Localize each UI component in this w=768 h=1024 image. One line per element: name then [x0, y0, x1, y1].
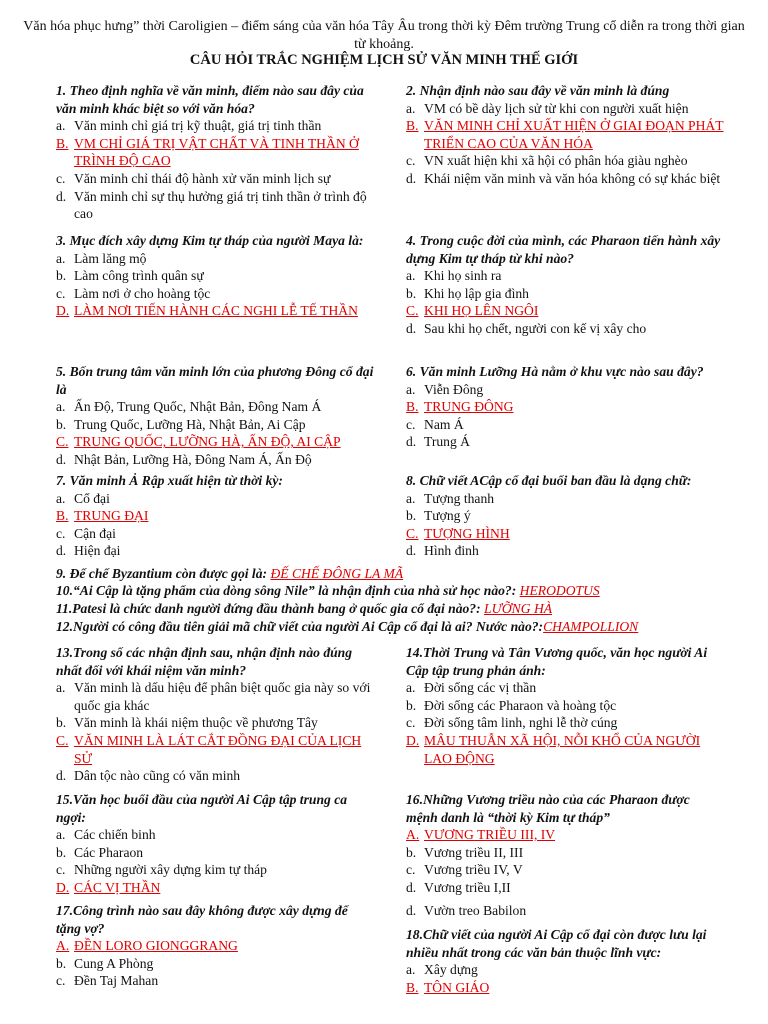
option-c-answer: C. VĂN MINH LÀ LÁT CẮT ĐỒNG ĐẠI CỦA LỊCH SỬ — [56, 732, 362, 766]
option-b: b. Vương triều II, III — [406, 844, 524, 860]
option-key: B. — [406, 979, 419, 995]
option-key: c. — [406, 416, 416, 432]
option-key: a. — [406, 100, 416, 116]
option-key: d. — [406, 902, 417, 918]
option-b: b. Các Pharaon — [56, 844, 144, 860]
option-key: d. — [406, 320, 417, 336]
option-key: a. — [56, 250, 66, 266]
option-d: d. Trung Á — [406, 434, 470, 450]
question-4-text: 4. Trong cuộc đời của mình, các Pharaon tiến hành xây dựng Kim tự tháp từ khi nào? — [406, 233, 721, 266]
question-13-text: 13.Trong số các nhận định sau, nhận định nào đúng nhất đối với khái niệm văn minh? — [56, 645, 353, 678]
option-key: B. — [406, 399, 419, 415]
option-c: c. Cận đại — [56, 525, 116, 541]
option-key: b. — [56, 844, 67, 860]
option-key: B. — [56, 135, 69, 151]
question-3 — [56, 232, 374, 320]
option-c: c. Làm nơi ở cho hoàng tộc — [56, 285, 211, 301]
option-key: c. — [56, 973, 66, 989]
question-11: 11.Patesi là chức danh người đứng đầu thành bang ở quốc gia cổ đại nào?: LƯỠNG HÀ — [56, 601, 553, 616]
answer-12: CHAMPOLLION — [543, 619, 639, 634]
answer-11: LƯỠNG HÀ — [484, 601, 553, 616]
option-key: c. — [406, 153, 416, 169]
answer-9: ĐẾ CHẾ ĐÔNG LA MÃ — [270, 566, 404, 581]
option-key: C. — [406, 303, 419, 319]
option-key: b. — [406, 844, 417, 860]
question-2-text: 2. Nhận định nào sau đây về văn minh là đúng — [406, 83, 670, 98]
option-c: c. Đời sống tâm linh, nghi lễ thờ cúng — [406, 715, 618, 731]
option-d-answer: D. CÁC VỊ THẦN — [56, 879, 161, 895]
option-key: b. — [56, 715, 67, 731]
question-15 — [56, 791, 374, 897]
option-d-answer: D. MÂU THUẪN XÃ HỘI, NỖI KHỔ CỦA NGƯỜI LAO ĐỘNG — [406, 732, 701, 766]
option-d: d. Văn minh chỉ sự thụ hưởng giá trị tinh thần ở trình độ cao — [56, 188, 367, 222]
option-b: b. Văn minh là khái niệm thuộc về phương Tây — [56, 715, 318, 731]
question-7 — [56, 472, 374, 560]
option-d: d. Khái niệm văn minh và văn hóa không có sự khác biệt — [406, 170, 721, 186]
option-key: c. — [406, 715, 416, 731]
question-13 — [56, 644, 374, 785]
option-key: d. — [56, 188, 67, 204]
question-3-text: 3. Mục đích xây dựng Kim tự tháp của người Maya là: — [56, 233, 364, 248]
option-d-answer: D. LÀM NƠI TIẾN HÀNH CÁC NGHI LỄ TẾ THẦN — [56, 303, 358, 319]
option-key: a. — [56, 490, 66, 506]
option-key: d. — [406, 434, 417, 450]
question-6-text: 6. Văn minh Lưỡng Hà nằm ở khu vực nào sau đây? — [406, 364, 704, 379]
option-key: C. — [56, 434, 69, 450]
question-15-text: 15.Văn học buổi đầu của người Ai Cập tập trung ca ngợi: — [56, 792, 348, 825]
option-d: d. Hiện đại — [56, 543, 121, 559]
option-key: b. — [406, 508, 417, 524]
option-key: b. — [56, 268, 67, 284]
question-17-text: 17.Công trình nào sau đây không được xây dựng để tặng vợ? — [56, 903, 348, 936]
option-a: a. Các chiến binh — [56, 827, 156, 843]
question-10: 10.“Ai Cập là tặng phẩm của dòng sông Nile” là nhận định của nhà sử học nào?: HERODOTUS — [56, 583, 600, 598]
option-key: c. — [56, 285, 66, 301]
question-18-text: 18.Chữ viết của người Ai Cập cổ đại còn được lưu lại nhiều nhất trong các văn bản thuộc lĩnh vực: — [406, 927, 707, 960]
option-key: A. — [56, 938, 70, 954]
option-key: B. — [406, 118, 419, 134]
question-14 — [406, 644, 724, 767]
option-key: a. — [56, 118, 66, 134]
option-key: d. — [56, 768, 67, 784]
question-9: 9. Đế chế Byzantium còn được gọi là: ĐẾ CHẾ ĐÔNG LA MÃ — [56, 566, 404, 581]
option-c-answer: C. TRUNG QUỐC, LƯỠNG HÀ, ẤN ĐỘ, AI CẬP — [56, 434, 341, 450]
option-key: d. — [56, 543, 67, 559]
option-a: a. Làm lăng mộ — [56, 250, 147, 266]
question-5 — [56, 363, 374, 469]
option-c: c. Vương triều IV, V — [406, 862, 523, 878]
option-d: d. Nhật Bản, Lưỡng Hà, Đông Nam Á, Ấn Độ — [56, 451, 312, 467]
option-c-answer: C. KHI HỌ LÊN NGÔI — [406, 303, 539, 319]
question-14-text: 14.Thời Trung và Tân Vương quốc, văn học người Ai Cập tập trung phản ánh: — [406, 645, 708, 678]
question-8 — [406, 472, 724, 560]
question-2 — [406, 82, 724, 188]
option-key: D. — [56, 879, 70, 895]
question-16-text: 16.Những Vương triều nào của các Pharaon được mệnh danh là “thời kỳ Kim tự tháp” — [406, 792, 690, 825]
option-a: a. Văn minh là dấu hiệu để phân biệt quốc gia này so với quốc gia khác — [56, 680, 371, 713]
option-key: a. — [406, 680, 416, 696]
option-key: d. — [56, 451, 67, 467]
question-7-text: 7. Văn minh Ả Rập xuất hiện từ thời kỳ: — [56, 473, 283, 488]
option-b: b. Làm công trình quân sự — [56, 268, 204, 284]
option-key: c. — [56, 862, 66, 878]
option-c: c. VN xuất hiện khi xã hội có phân hóa giàu nghèo — [406, 153, 688, 169]
question-18 — [406, 926, 724, 996]
option-d: d. Sau khi họ chết, người con kế vị xây cho — [406, 320, 647, 336]
option-key: d. — [406, 543, 417, 559]
option-a: a. Cổ đại — [56, 490, 110, 506]
page-title: CÂU HỎI TRẮC NGHIỆM LỊCH SỬ VĂN MINH THẾ GIỚI — [189, 52, 579, 68]
option-a: a. Văn minh chỉ giá trị kỹ thuật, giá trị tinh thần — [56, 118, 322, 134]
option-key: a. — [56, 827, 66, 843]
question-6 — [406, 363, 724, 451]
intro-text: Văn hóa phục hưng” thời Caroligien – điểm sáng của văn hóa Tây Âu trong thời kỳ Đêm trường Trung cổ diễn ra trong thời gian từ khoảng. — [23, 19, 745, 52]
question-1-text: 1. Theo định nghĩa về văn minh, điểm nào sau đây của văn minh khác biệt so với văn hóa? — [56, 83, 364, 116]
option-key: B. — [56, 508, 69, 524]
option-key: c. — [56, 525, 66, 541]
question-17 — [56, 902, 374, 990]
option-a: a. VM có bề dày lịch sử từ khi con người xuất hiện — [406, 100, 689, 116]
option-d: d. Vương triều I,II — [406, 879, 511, 895]
option-key: c. — [56, 170, 66, 186]
option-key: D. — [406, 732, 420, 748]
option-a-answer: A. ĐỀN LORO GIONGGRANG — [56, 938, 238, 954]
option-key: D. — [56, 303, 70, 319]
option-key: b. — [56, 955, 67, 971]
option-key: d. — [406, 879, 417, 895]
question-12: 12.Người có công đầu tiên giải mã chữ viết của người Ai Cập cổ đại là ai? Nước nào?:CHAMPOLLION — [56, 619, 639, 634]
option-key: b. — [406, 697, 417, 713]
option-a: a. Xây dựng — [406, 962, 478, 978]
option-key: A. — [406, 827, 420, 843]
option-d-extra: d. Vườn treo Babilon — [406, 902, 527, 918]
option-b: b. Trung Quốc, Lưỡng Hà, Nhật Bản, Ai Cập — [56, 416, 306, 432]
option-b-answer: B. VĂN MINH CHỈ XUẤT HIỆN Ở GIAI ĐOẠN PHÁT TRIỂN CAO CỦA VĂN HÓA — [406, 118, 724, 151]
option-b-answer: B. VM CHỈ GIÁ TRỊ VẬT CHẤT VÀ TINH THẦN Ở TRÌNH ĐỘ CAO — [56, 135, 359, 169]
option-a-answer: A. VƯƠNG TRIỀU III, IV — [406, 827, 556, 843]
option-b: b. Tượng ý — [406, 508, 471, 524]
option-c: c. Những người xây dựng kim tự tháp — [56, 862, 267, 878]
option-b: b. Khi họ lập gia đình — [406, 285, 529, 301]
option-a: a. Viễn Đông — [406, 381, 484, 397]
option-a: a. Tượng thanh — [406, 490, 495, 506]
option-b-answer: B. TRUNG ĐẠI — [56, 508, 149, 524]
option-key: a. — [406, 381, 416, 397]
option-c: c. Văn minh chỉ thái độ hành xử văn minh lịch sự — [56, 170, 331, 186]
option-b-answer: B. TRUNG ĐÔNG — [406, 399, 514, 415]
question-8-text: 8. Chữ viết ACập cổ đại buổi ban đầu là dạng chữ: — [406, 473, 692, 488]
option-a: a. Ấn Độ, Trung Quốc, Nhật Bản, Đông Nam Á — [56, 399, 322, 415]
option-key: b. — [56, 416, 67, 432]
option-c-answer: C. TƯỢNG HÌNH — [406, 525, 510, 541]
option-key: a. — [406, 962, 416, 978]
option-b: b. Cung A Phòng — [56, 955, 154, 971]
option-key: b. — [406, 285, 417, 301]
option-c: c. Nam Á — [406, 416, 464, 432]
option-key: c. — [406, 862, 416, 878]
question-4 — [406, 232, 724, 338]
option-key: a. — [56, 399, 66, 415]
option-b: b. Đời sống các Pharaon và hoàng tộc — [406, 697, 617, 713]
option-d: d. Hình đinh — [406, 543, 479, 559]
option-key: d. — [406, 170, 417, 186]
answer-10: HERODOTUS — [519, 583, 600, 598]
question-1 — [56, 82, 374, 223]
option-key: a. — [56, 680, 66, 696]
option-b-answer: B. TÔN GIÁO — [406, 979, 490, 995]
question-5-text: 5. Bốn trung tâm văn minh lớn của phương Đông cổ đại là — [56, 364, 374, 397]
option-key: a. — [406, 268, 416, 284]
option-a: a. Khi họ sinh ra — [406, 268, 502, 284]
option-c: c. Đền Taj Mahan — [56, 973, 159, 989]
question-16 — [406, 791, 724, 919]
option-key: C. — [406, 525, 419, 541]
option-key: a. — [406, 490, 416, 506]
option-d: d. Dân tộc nào cũng có văn minh — [56, 768, 241, 784]
option-a: a. Đời sống các vị thần — [406, 680, 537, 696]
option-key: C. — [56, 732, 69, 748]
